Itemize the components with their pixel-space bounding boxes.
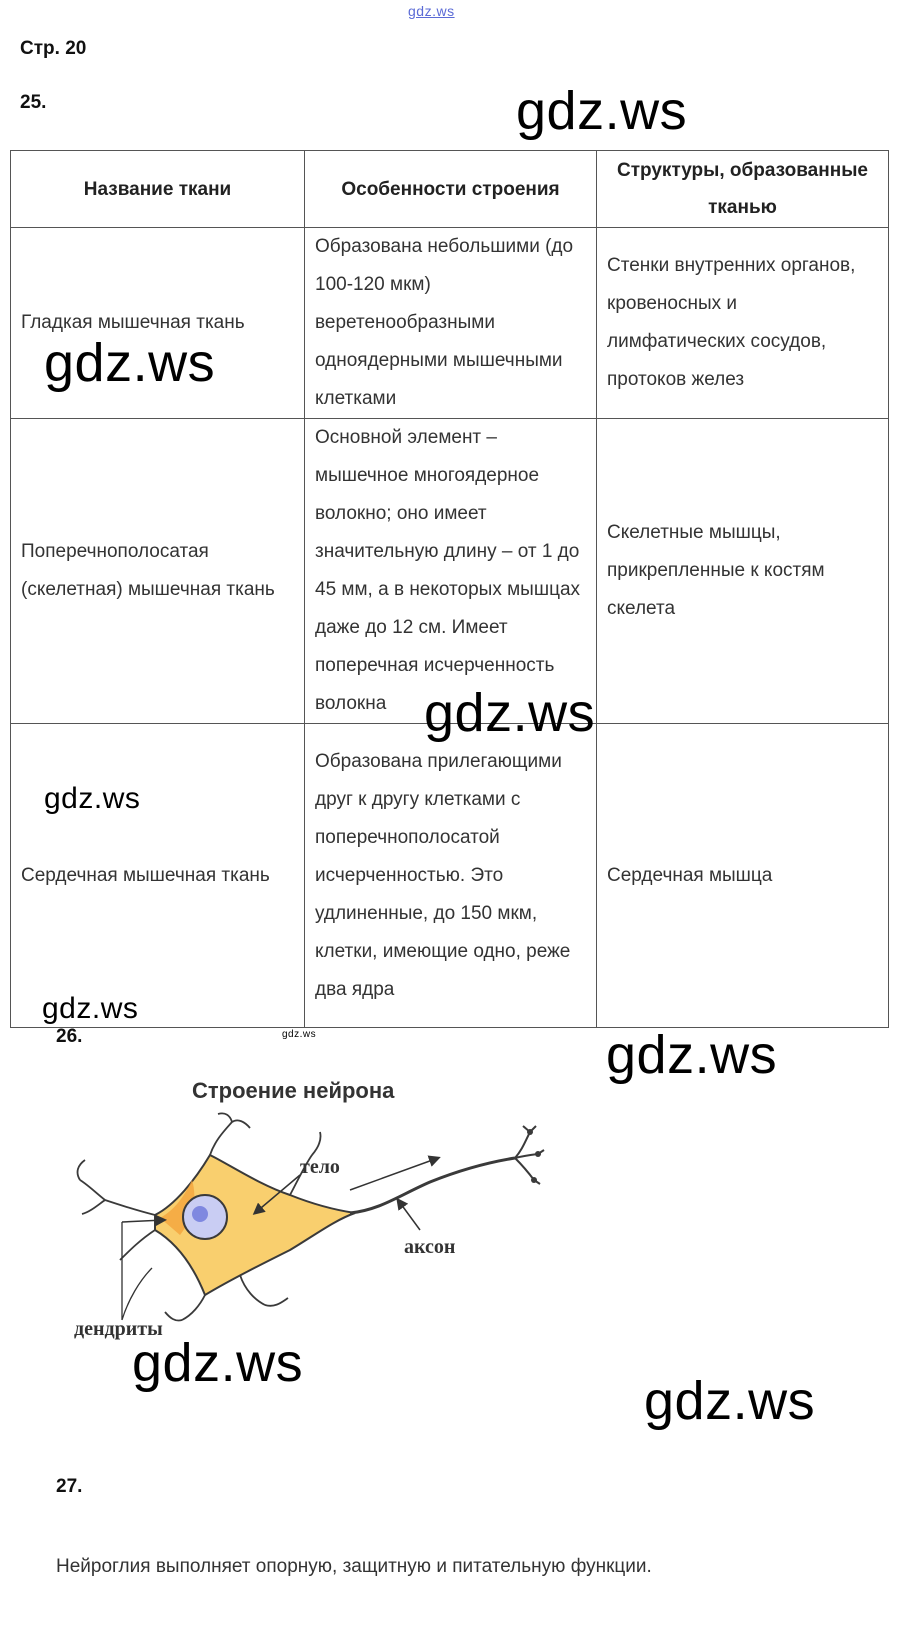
axon-line [350, 1158, 515, 1213]
watermark-top[interactable]: gdz.ws [408, 3, 455, 19]
watermark-4: gdz.ws [44, 782, 141, 815]
header-structures: Структуры, образованные тканью [597, 151, 889, 228]
page-label: Стр. 20 [20, 38, 87, 59]
header-features: Особенности строения [305, 151, 597, 228]
task-26-number: 26. [56, 1026, 83, 1047]
cell-features: Образована небольшими (до 100-120 мкм) веретенообразными одноядерными мышечными клетками [305, 228, 597, 419]
arrow-axon-label [398, 1200, 420, 1230]
table-header-row [11, 151, 889, 228]
watermark-9: gdz.ws [644, 1371, 816, 1431]
task-25-number: 25. [20, 92, 47, 113]
neuron-diagram-title: Строение нейрона [192, 1078, 395, 1103]
neuron-diagram [60, 1110, 560, 1340]
nucleolus [192, 1206, 208, 1222]
table-row [11, 724, 889, 1028]
watermark-6: gdz.ws [282, 1029, 317, 1040]
cell-structures: Сердечная мышца [597, 724, 889, 1028]
watermark-7: gdz.ws [606, 1025, 778, 1085]
watermark-5: gdz.ws [42, 992, 139, 1025]
cell-features: Образована прилегающими друг к другу клетками с поперечнополосатой исчерченностью. Это удлиненные, до 150 мкм, клетки, имеющие одно, реже два ядра [305, 724, 597, 1028]
cell-name: Поперечнополосатая (скелетная) мышечная ткань [11, 419, 305, 724]
cell-name: Сердечная мышечная ткань [11, 724, 305, 1028]
watermark-2: gdz.ws [44, 333, 216, 393]
cell-features: Основной элемент – мышечное многоядерное волокно; оно имеет значительную длину – от 1 до 45 мм, а в некоторых мышцах даже до 12 см. Имеет поперечная исчерченность волокна [305, 419, 597, 724]
table-row [11, 419, 889, 724]
label-body: тело [300, 1156, 340, 1178]
cell-structures: Стенки внутренних органов, кровеносных и лимфатических сосудов, протоков желез [597, 228, 889, 419]
task-27-answer: Нейроглия выполняет опорную, защитную и питательную функции. [56, 1556, 652, 1577]
tissue-table [10, 150, 889, 1028]
watermark-8: gdz.ws [132, 1333, 304, 1393]
dendrite-pointer-lines [122, 1222, 152, 1320]
label-axon: аксон [404, 1236, 456, 1258]
cell-name: Гладкая мышечная ткань [11, 228, 305, 419]
task-27-number: 27. [56, 1476, 83, 1497]
watermark-1: gdz.ws [516, 81, 688, 141]
header-tissue-name: Название ткани [11, 151, 305, 228]
watermark-3: gdz.ws [424, 683, 596, 743]
label-dendrites: дендриты [74, 1318, 163, 1340]
cell-structures: Скелетные мышцы, прикрепленные к костям скелета [597, 419, 889, 724]
